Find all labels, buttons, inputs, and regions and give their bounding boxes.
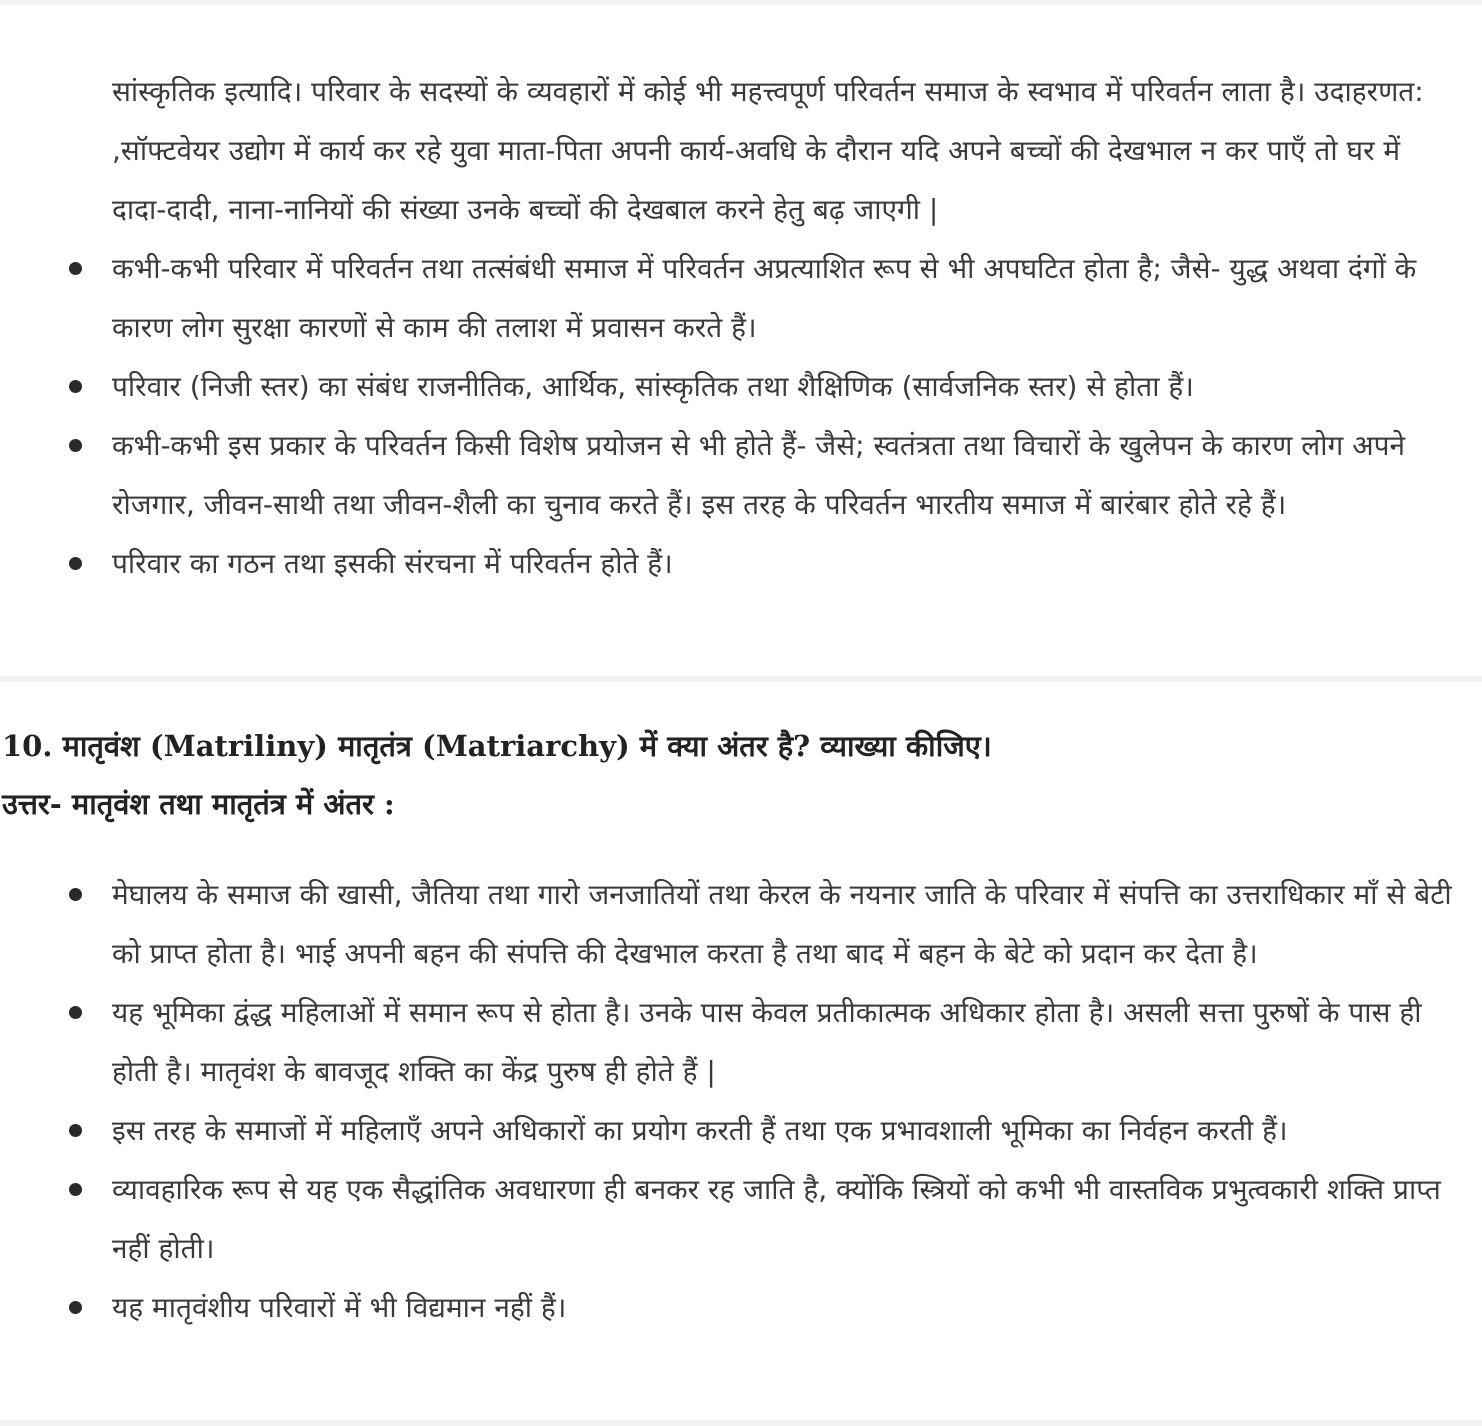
bullet-icon [69, 1301, 82, 1314]
bullet-icon [69, 439, 82, 452]
list-item [0, 416, 1482, 534]
list-item [0, 865, 1482, 983]
bottom-divider [0, 1420, 1482, 1426]
list-item [0, 983, 1482, 1101]
list-item-text: परिवार (निजी स्तर) का संबंध राजनीतिक, आर्थिक, सांस्कृतिक तथा शैक्षिणिक (सार्वजनिक स्तर) से होता हैं। [112, 370, 1194, 403]
list-item-text: कभी-कभी इस प्रकार के परिवर्तन किसी विशेष प्रयोजन से भी होते हैं- जैसे; स्वतंत्रता तथा विचारों के खुलेपन के कारण लोग अपने रोजगार, जीवन-साथी तथा जीवन-शैली का चुनाव करते हैं। इस तरह के परिवर्तन भारतीय समाज में बारंबार होते रहे हैं। [112, 429, 1406, 521]
list-item-text: कभी-कभी परिवार में परिवर्तन तथा तत्संबंधी समाज में परिवर्तन अप्रत्याशित रूप से भी अपघटित होता है; जैसे- युद्ध अथवा दंगों के कारण लोग सुरक्षा कारणों से काम की तलाश में प्रवासन करते हैं। [112, 252, 1417, 344]
list-item-text: मेघालय के समाज की खासी, जैतिया तथा गारो जनजातियों तथा केरल के नयनार जाति के परिवार में संपत्ति का उत्तराधिकार माँ से बेटी को प्राप्त होता है। भाई अपनी बहन की संपत्ति की देखभाल करता है तथा बाद में बहन के बेटे को प्रदान कर देता है। [112, 878, 1452, 970]
bullet-icon [69, 557, 82, 570]
bullet-icon [69, 380, 82, 393]
list-item [0, 534, 1482, 593]
bullet-icon [69, 262, 82, 275]
list-item-text: व्यावहारिक रूप से यह एक सैद्धांतिक अवधारणा ही बनकर रह जाति है, क्योंकि स्त्रियों को कभी भी वास्तविक प्रभुत्वकारी शक्ति प्राप्त नहीं होती। [112, 1173, 1441, 1265]
answer-heading: उत्तर- मातृवंश तथा मातृतंत्र में अंतर : [2, 787, 395, 821]
list-item-text: इस तरह के समाजों में महिलाएँ अपने अधिकारों का प्रयोग करती हैं तथा एक प्रभावशाली भूमिका का निर्वहन करती हैं। [112, 1114, 1288, 1147]
list-item-text: यह मातृवंशीय परिवारों में भी विद्यमान नहीं हैं। [112, 1291, 567, 1324]
list-item [0, 239, 1482, 357]
list-item [0, 1101, 1482, 1160]
bullet-list-matriliny [0, 865, 1482, 1337]
bullet-icon [69, 1124, 82, 1137]
list-item [0, 357, 1482, 416]
question-heading: 10. मातृवंश (Matriliny) मातृतंत्र (Matriarchy) में क्या अंतर है? व्याख्या कीजिए। [2, 729, 992, 763]
top-divider [0, 0, 1482, 5]
bullet-icon [69, 1183, 82, 1196]
intro-paragraph: सांस्कृतिक इत्यादि। परिवार के सदस्यों के व्यवहारों में कोई भी महत्त्वपूर्ण परिवर्तन समाज के स्वभाव में परिवर्तन लाता है। उदाहरणत: ,सॉफ्टवेयर उद्योग में कार्य कर रहे युवा माता-पिता अपनी कार्य-अवधि के दौरान यदि अपने बच्चों की देखभाल न कर पाएँ तो घर में दादा-दादी, नाना-नानियों की संख्या उनके बच्चों की देखबाल करने हेतु बढ़ जाएगी | [112, 75, 1424, 226]
list-item-text: यह भूमिका द्वंद्ध महिलाओं में समान रूप से होता है। उनके पास केवल प्रतीकात्मक अधिकार होता है। असली सत्ता पुरुषों के पास ही होती है। मातृवंश के बावजूद शक्ति का केंद्र पुरुष ही होते हैं | [112, 996, 1422, 1088]
section-divider [0, 676, 1482, 682]
list-item [0, 1160, 1482, 1278]
bullet-list-family-change [0, 239, 1482, 593]
list-item [0, 1278, 1482, 1337]
list-item-text: परिवार का गठन तथा इसकी संरचना में परिवर्तन होते हैं। [112, 547, 673, 580]
bullet-icon [69, 888, 82, 901]
bullet-icon [69, 1006, 82, 1019]
